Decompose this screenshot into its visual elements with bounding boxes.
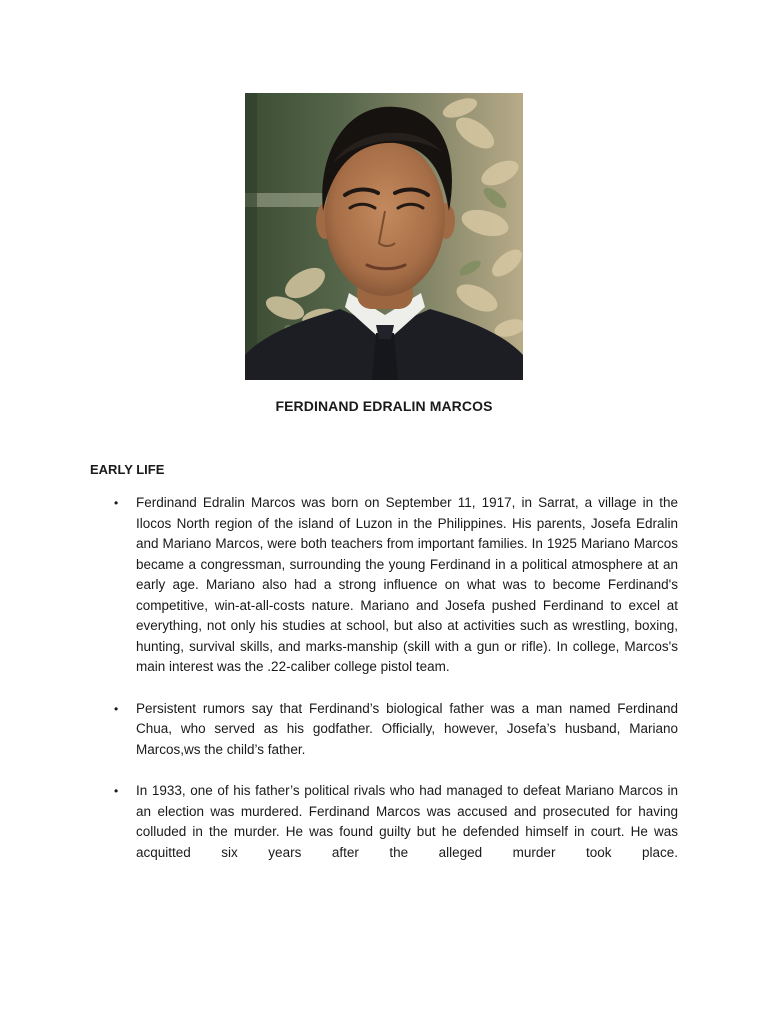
- bullet-icon: •: [114, 784, 119, 798]
- list-item: [0, 699, 768, 761]
- portrait-photo: [245, 93, 523, 380]
- bullet-icon: •: [114, 701, 119, 716]
- page-title: FERDINAND EDRALIN MARCOS: [275, 398, 493, 414]
- list-item-text: Persistent rumors say that Ferdinand’s biological father was a man named Ferdinand Chua, who served as his godfather. Officially, however, Josefa’s husband, Mariano Marcos,ws the child’s father.: [136, 700, 678, 757]
- section-heading: EARLY LIFE: [90, 462, 165, 477]
- list-item-text: In 1933, one of his father’s political rivals who had managed to defeat Mariano Marcos in an election was murdered. Ferdinand Marcos was accused and prosecuted for having colluded in the murder. He was found guilty but he defended himself in court. He was acquitted six years after the alleged murder took place.: [136, 783, 678, 860]
- list-item: [0, 493, 768, 678]
- tie-knot: [376, 325, 394, 339]
- necktie: [372, 333, 398, 380]
- bullet-icon: •: [114, 496, 119, 510]
- bullet-list: [0, 493, 768, 884]
- list-item-text: Ferdinand Edralin Marcos was born on September 11, 1917, in Sarrat, a village in the Ilocos North region of the island of Luzon in the Philippines. His parents, Josefa Edralin and Mariano Marcos, were both teachers from important families. In 1925 Mariano Marcos became a congressman, surrounding the young Ferdinand in a political atmosphere at an early age. Mariano also had a strong influence on what was to become Ferdinand's competitive, win-at-all-costs nature. Mariano and Josefa pushed Ferdinand to excel at everything, not only his studies at school, but also at activities such as wrestling, boxing, hunting, survival skills, and marks-manship (skill with a gun or rifle). In college, Marcos's main interest was the .22-caliber college pistol team.: [136, 495, 678, 674]
- list-item: [0, 781, 768, 863]
